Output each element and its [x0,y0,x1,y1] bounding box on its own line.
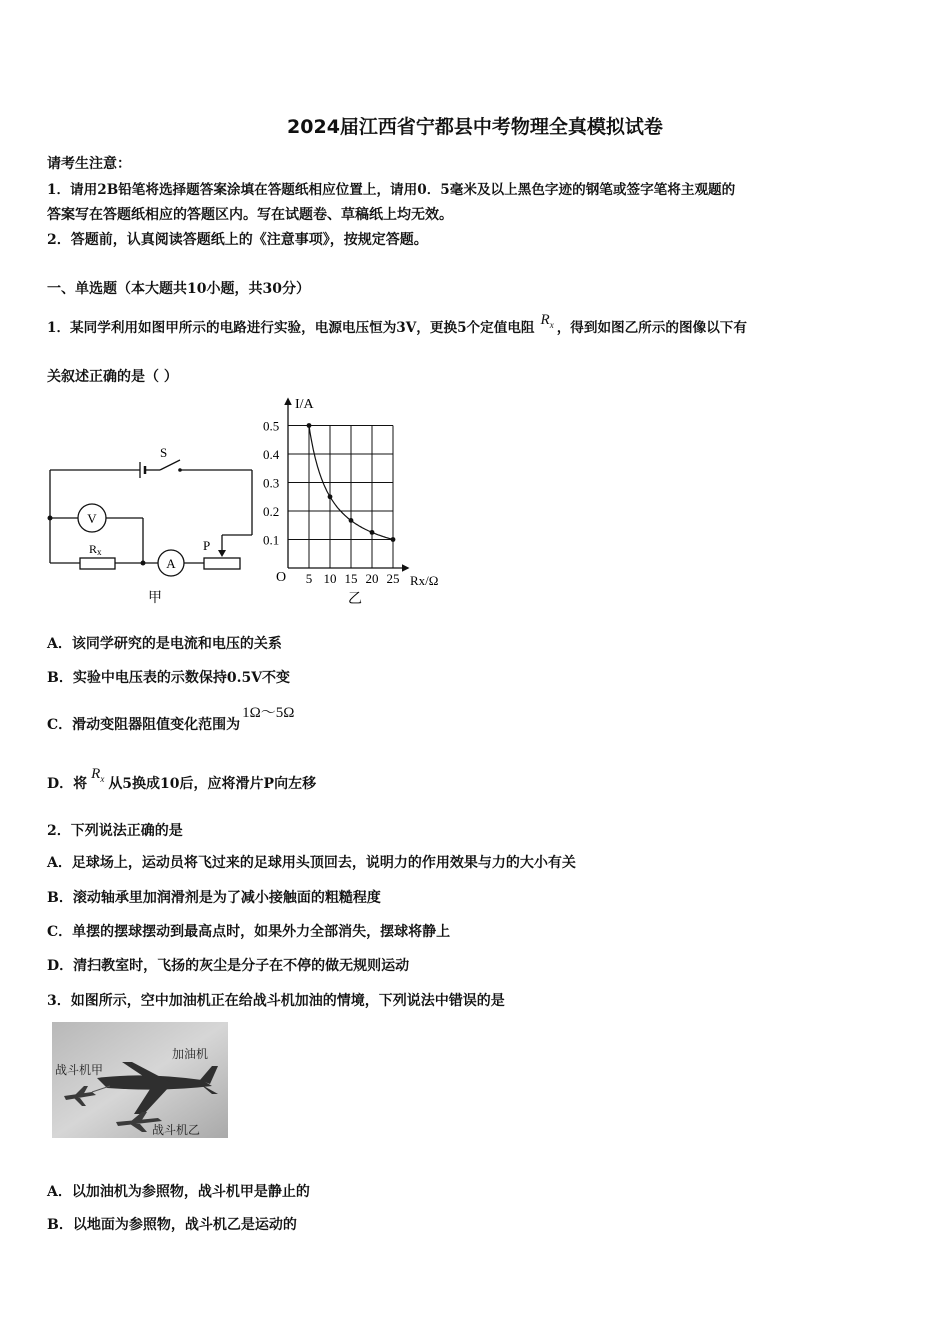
x-tick-label: 15 [344,571,358,586]
rheostat [204,558,240,569]
origin-label: O [276,570,287,585]
q1-option-b: B．实验中电压表的示数保持0.5V不变 [47,670,291,686]
switch-label: S [160,445,168,460]
resistor-rx [80,558,115,569]
q1-stem-a: 1．某同学利用如图甲所示的电路进行实验，电源电压恒为3V，更换5个定值电阻 [47,320,535,336]
q1-stem-line1 [47,312,747,338]
y-tick-label: 0.4 [263,447,280,462]
x-axis-label: Rx/Ω [410,573,439,588]
data-point [328,494,333,499]
section-heading: 一、单选题（本大题共10小题，共30分） [47,281,310,297]
q2-option-b: B．滚动轴承里加润滑剂是为了减小接触面的粗糙程度 [47,890,381,906]
q2-stem: 2．下列说法正确的是 [47,823,183,839]
q1-stem-b: ，得到如图乙所示的图像以下有 [556,320,747,336]
x-tick-label: 10 [323,571,337,586]
data-point [391,537,396,542]
graph-caption: 乙 [348,592,362,607]
q3-stem: 3．如图所示，空中加油机正在给战斗机加油的情境，下列说法中错误的是 [47,993,505,1009]
q2-option-a: A．足球场上，运动员将飞过来的足球用头顶回去，说明力的作用效果与力的大小有关 [47,855,576,871]
notice-heading: 请考生注意： [47,156,131,172]
fighter-a-label: 战斗机甲 [55,1063,104,1077]
refueling-photo [52,1022,228,1138]
data-point [349,518,354,523]
q2-option-c: C．单摆的摆球摆动到最高点时，如果外力全部消失，摆球将静上 [47,924,451,940]
q1-stem-line2: 关叙述正确的是（ ） [47,369,178,385]
x-tick-label: 20 [365,571,379,586]
y-tick-label: 0.1 [263,532,280,548]
notice-line-1b: 答案写在答题纸相应的答题区内。写在试题卷、草稿纸上均无效。 [47,207,453,223]
data-point [370,530,375,535]
x-tick-label: 25 [386,571,400,586]
q1-option-d-rx: $R_x$ [91,766,105,784]
tanker-label: 加油机 [172,1047,209,1061]
iv-graph [258,393,468,613]
circuit-diagram [40,440,265,610]
q2-option-d: D．清扫教室时，飞扬的灰尘是分子在不停的做无规则运动 [47,958,410,974]
q1-option-d: D．将$R_x$ 从5换成10后，应将滑片P向左移 [47,766,317,792]
data-point [307,423,312,428]
y-tick-label: 0.2 [263,504,280,519]
page-title: 2024届江西省宁都县中考物理全真模拟试卷 [287,116,663,138]
circuit-caption: 甲 [148,591,162,606]
resistor-label: Rx [89,542,102,557]
ammeter-label: A [166,556,176,571]
q1-option-c: C．滑动变阻器阻值变化范围为1Ω～5Ω [47,705,295,733]
q3-option-b: B．以地面为参照物，战斗机乙是运动的 [47,1217,297,1233]
notice-line-2: 2．答题前，认真阅读答题纸上的《注意事项》，按规定答题。 [47,232,428,248]
q1-rx-symbol: $R_x$ [540,312,554,330]
x-tick-label: 5 [305,571,313,586]
y-tick-label: 0.5 [263,418,280,434]
y-tick-label: 0.3 [263,475,280,491]
voltmeter-label: V [87,511,97,526]
q3-option-a: A．以加油机为参照物，战斗机甲是静止的 [47,1184,310,1200]
fighter-b-label: 战斗机乙 [152,1123,201,1137]
q1-option-c-range: 1Ω～5Ω [242,705,295,721]
y-axis-label: I/A [295,397,314,412]
notice-line-1: 1．请用2B铅笔将选择题答案涂填在答题纸相应位置上，请用0．5毫米及以上黑色字迹的钢笔或签字笔将主观题的 [47,182,736,198]
slider-label: P [203,538,211,553]
q1-option-a: A．该同学研究的是电流和电压的关系 [47,636,282,652]
